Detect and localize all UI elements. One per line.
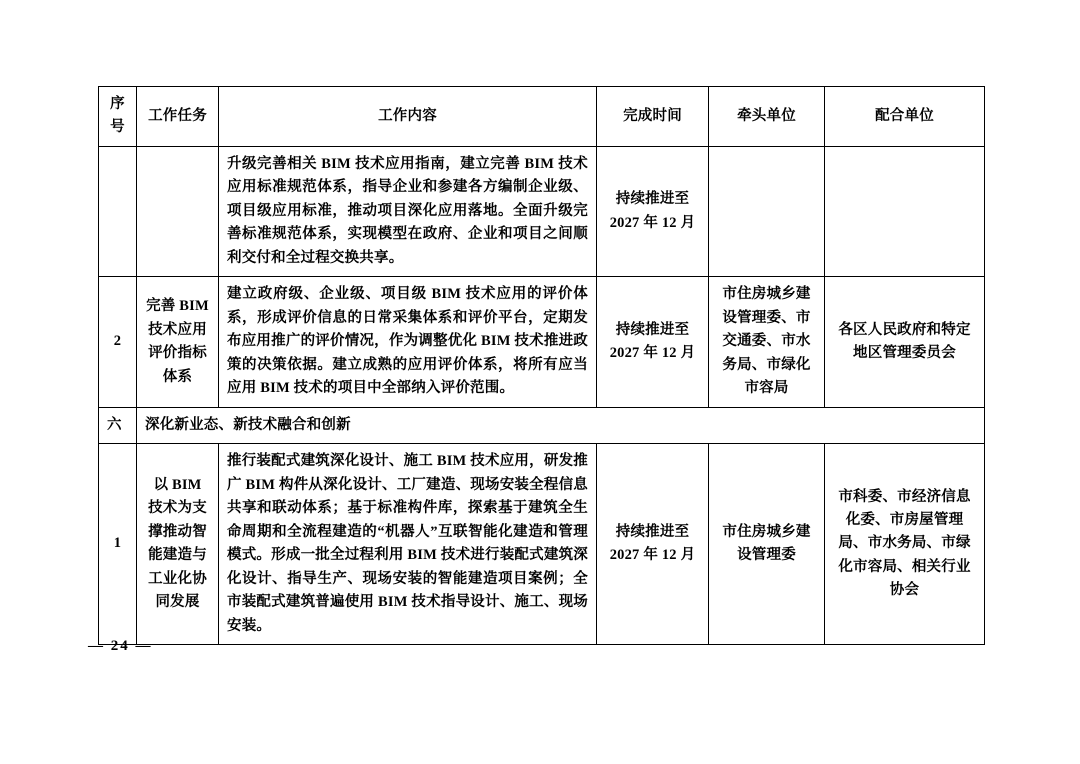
table-section-row (99, 407, 985, 443)
table-row (99, 146, 985, 276)
cell-section-index: 六 (99, 407, 137, 443)
cell-lead-unit: 市住房城乡建设管理委 (709, 444, 825, 645)
cell-content: 升级完善相关 BIM 技术应用指南，建立完善 BIM 技术应用标准规范体系，指导企业和参建各方编制企业级、项目级应用标准，推动项目深化应用落地。全面升级完善标准规范体系，实现模型在政府、企业和项目之间顺利交付和全过程交换共享。 (219, 146, 597, 276)
cell-task: 以 BIM 技术为支撑推动智能建造与工业化协同发展 (137, 444, 219, 645)
header-task: 工作任务 (137, 87, 219, 147)
header-lead-unit: 牵头单位 (709, 87, 825, 147)
cell-content: 建立政府级、企业级、项目级 BIM 技术应用的评价体系，形成评价信息的日常采集体系和评价平台，定期发布应用推广的评价情况，作为调整优化 BIM 技术推进政策的决策依据。建立成熟的应用评价体系，将所有应当应用 BIM 技术的项目中全部纳入评价范围。 (219, 277, 597, 407)
cell-coop-unit: 市科委、市经济信息化委、市房屋管理局、市水务局、市绿化市容局、相关行业协会 (825, 444, 985, 645)
header-content: 工作内容 (219, 87, 597, 147)
table-row (99, 277, 985, 407)
header-coop-unit: 配合单位 (825, 87, 985, 147)
cell-index: 2 (99, 277, 137, 407)
header-time: 完成时间 (597, 87, 709, 147)
table-header-row (99, 87, 985, 147)
cell-index (99, 146, 137, 276)
cell-task: 完善 BIM 技术应用评价指标体系 (137, 277, 219, 407)
cell-content: 推行装配式建筑深化设计、施工 BIM 技术应用，研发推广 BIM 构件从深化设计、工厂建造、现场安装全程信息共享和联动体系；基于标准构件库，探索基于建筑全生命周期和全流程建造的“机器人”互联智能化建造和管理模式。形成一批全过程利用 BIM 技术进行装配式建筑深化设计、指导生产、现场安装的智能建造项目案例；全市装配式建筑普遍使用 BIM 技术指导设计、施工、现场安装。 (219, 444, 597, 645)
cell-task (137, 146, 219, 276)
cell-time: 持续推进至2027 年 12 月 (597, 277, 709, 407)
cell-time: 持续推进至2027 年 12 月 (597, 146, 709, 276)
table-row (99, 444, 985, 645)
page-number: — 24 — (88, 638, 153, 654)
cell-index: 1 (99, 444, 137, 645)
cell-coop-unit: 各区人民政府和特定地区管理委员会 (825, 277, 985, 407)
cell-lead-unit (709, 146, 825, 276)
cell-lead-unit: 市住房城乡建设管理委、市交通委、市水务局、市绿化市容局 (709, 277, 825, 407)
cell-coop-unit (825, 146, 985, 276)
cell-section-title: 深化新业态、新技术融合和创新 (137, 407, 985, 443)
work-plan-table (98, 86, 985, 645)
header-index: 序号 (99, 87, 137, 147)
cell-time: 持续推进至2027 年 12 月 (597, 444, 709, 645)
